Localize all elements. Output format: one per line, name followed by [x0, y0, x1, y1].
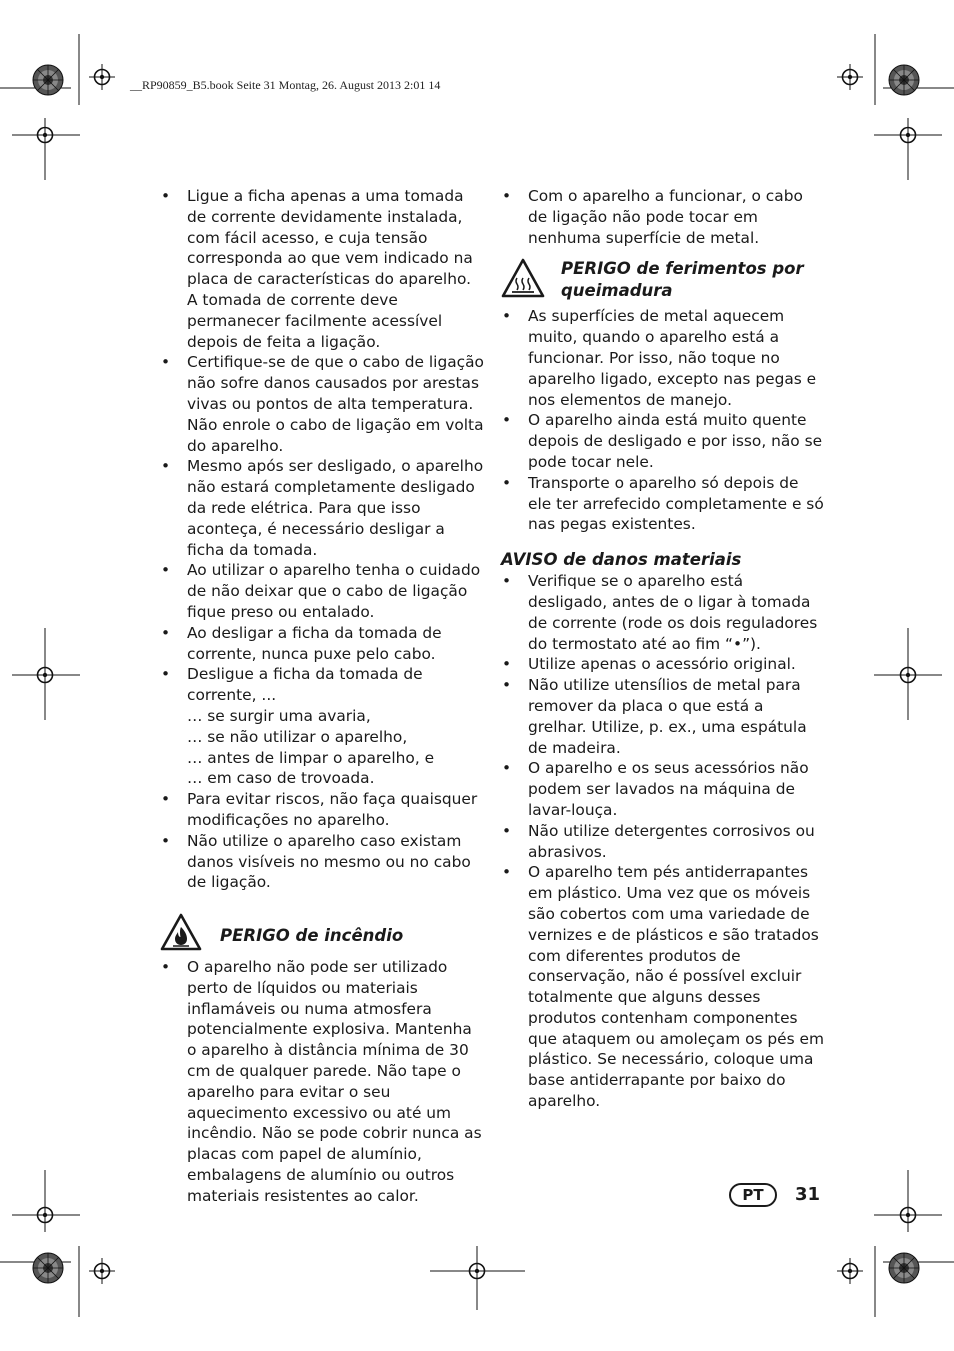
- material-notice-title: AVISO de danos materiais: [501, 550, 742, 570]
- print-header: __RP90859_B5.book Seite 31 Montag, 26. August 2013 2:01 14: [130, 78, 441, 92]
- fire-warning-list: [160, 957, 485, 1207]
- sub-item: … se não utilizar o aparelho,: [187, 727, 408, 746]
- burn-warning: [501, 258, 826, 302]
- list-item: • O aparelho ainda está muito quente depois de desligado e por isso, não se pode tocar nele.: [501, 410, 826, 472]
- list-item: • Certifique-se de que o cabo de ligação não sofre danos causados por arestas vivas ou pontos de alta temperatura. Não enrole o cabo de ligação em volta do aparelho.: [160, 352, 485, 456]
- list-item: • Não utilize o aparelho caso existam danos visíveis no mesmo ou no cabo de ligação.: [160, 831, 485, 893]
- right-column: [501, 186, 826, 1112]
- list-item: • Transporte o aparelho só depois de ele ter arrefecido completamente e só nas pegas existentes.: [501, 473, 826, 535]
- sub-item: … antes de limpar o aparelho, e: [187, 748, 435, 767]
- fire-warning-icon: [160, 913, 202, 951]
- list-item: • Com o aparelho a funcionar, o cabo de ligação não pode tocar em nenhuma superfície de metal.: [501, 186, 826, 248]
- left-column: [160, 186, 485, 1207]
- page-number: 31: [795, 1184, 821, 1205]
- list-item: • Ao desligar a ficha da tomada de corrente, nunca puxe pelo cabo.: [160, 623, 485, 665]
- fire-warning-title: PERIGO de incêndio: [220, 926, 404, 946]
- list-item: • O aparelho não pode ser utilizado perto de líquidos ou materiais inflamáveis ou numa atmosfera potencialmente explosiva. Mantenha o aparelho à distância mínima de 30 cm de qualquer parede. Não tape o aparelho para evitar o seu aquecimento excessivo ou até um incêndio. Não se pode cobrir nunca as placas com papel de alumínio, embalagens de alumínio ou outros materiais resistentes ao calor.: [160, 957, 485, 1207]
- list-item: • O aparelho e os seus acessórios não podem ser lavados na máquina de lavar-louça.: [501, 758, 826, 820]
- list-item: • Utilize apenas o acessório original.: [501, 654, 826, 675]
- burn-warning-title: PERIGO de ferimentos por queimadura: [561, 259, 804, 301]
- list-item: • Não utilize detergentes corrosivos ou abrasivos.: [501, 821, 826, 863]
- safety-list: [160, 186, 485, 893]
- fire-warning: [160, 913, 485, 953]
- list-item: • Verifique se o aparelho está desligado, antes de o ligar à tomada de corrente (rode os dois reguladores do termostato até ao fim “•”).: [501, 571, 826, 654]
- list-item: • Mesmo após ser desligado, o aparelho não estará completamente desligado da rede elétrica. Para que isso aconteça, é necessário desligar a ficha da tomada.: [160, 456, 485, 560]
- sub-item: … se surgir uma avaria,: [187, 706, 371, 725]
- list-item: • Ligue a ficha apenas a uma tomada de corrente devidamente instalada, com fácil acesso, e cuja tensão corresponda ao que vem indicado na placa de características do aparelho. A tomada de corrente deve permanecer facilmente acessível depois de feita a ligação.: [160, 186, 485, 352]
- list-item: • Desligue a ficha da tomada de corrente, ... … se surgir uma avaria, … se não utilizar o aparelho, … antes de limpar o aparelho, e … em caso de trovoada.: [160, 664, 485, 789]
- language-badge: PT: [729, 1183, 777, 1207]
- list-item: • Ao utilizar o aparelho tenha o cuidado de não deixar que o cabo de ligação fique preso ou entalado.: [160, 560, 485, 622]
- list-item: • O aparelho tem pés antiderrapantes em plástico. Uma vez que os móveis são cobertos com uma variedade de vernizes e de plásticos e são tratados com diferentes produtos de conservação, não é possível excluir totalmente que alguns desses produtos contenham componentes que ataquem ou amoleçam os pés em plástico. Se necessário, coloque uma base antiderrapante por baixo do aparelho.: [501, 862, 826, 1112]
- hot-surface-warning-icon: [501, 258, 545, 298]
- list-item: • As superfícies de metal aquecem muito, quando o aparelho está a funcionar. Por isso, não toque no aparelho ligado, excepto nas pegas e nos elementos de manejo.: [501, 306, 826, 410]
- list-item: • Não utilize utensílios de metal para remover da placa o que está a grelhar. Utilize, p. ex., uma espátula de madeira.: [501, 675, 826, 758]
- cable-list: [501, 186, 826, 248]
- list-item: • Para evitar riscos, não faça quaisquer modificações no aparelho.: [160, 789, 485, 831]
- burn-warning-list: [501, 306, 826, 535]
- material-notice-list: [501, 571, 826, 1112]
- sub-item: … em caso de trovoada.: [187, 769, 375, 788]
